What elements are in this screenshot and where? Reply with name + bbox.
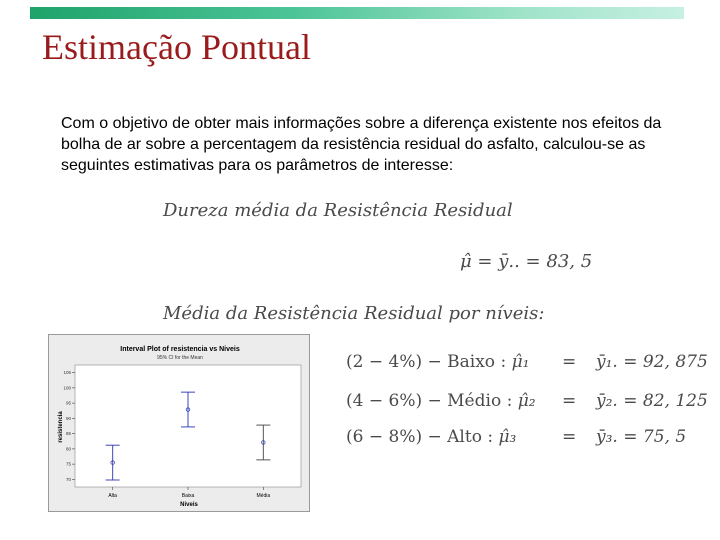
intro-paragraph: Com o objetivo de obter mais informações sobre a diferença existente nos efeitos da bolha de ar sobre a percentagem da resistência residual do asfalto, calculou-se as seguintes estimativas para os parâmetros de interesse:	[61, 115, 662, 174]
y-tick-label: 70	[65, 476, 71, 482]
x-axis-label: Niveis	[180, 502, 198, 508]
overall-mean-equation: μ̂ = ȳ.. = 83, 5	[460, 251, 593, 272]
chart-subtitle: 95% CI for the Mean	[157, 355, 203, 361]
level-equation-row	[346, 427, 716, 455]
y-tick-label: 95	[65, 400, 71, 406]
level-equation-row	[346, 352, 716, 380]
x-tick-label: Alta	[108, 493, 117, 499]
slide-title: Estimação Pontual	[42, 27, 311, 67]
level-means-heading: Média da Resistência Residual por níveis:	[163, 303, 545, 324]
title-accent-bar	[30, 7, 684, 19]
equals-sign: =	[562, 352, 577, 372]
level-mean-value: ȳ₁. = 92, 875	[596, 352, 708, 372]
level-mean-value: ȳ₃. = 75, 5	[596, 427, 687, 447]
y-tick-label: 75	[65, 461, 71, 467]
general-mean-heading: Dureza média da Resistência Residual	[163, 200, 513, 221]
y-tick-label: 100	[63, 385, 71, 391]
equals-sign: =	[562, 391, 577, 411]
level-mean-value: ȳ₂. = 82, 125	[596, 391, 708, 411]
level-range: (2 − 4%) − Baixo : μ̂₁	[346, 352, 530, 372]
interval-plot-svg	[49, 335, 311, 513]
x-tick-label: Média	[256, 493, 271, 499]
x-tick-label: Baixa	[181, 493, 195, 499]
y-tick-label: 80	[65, 446, 71, 452]
y-tick-label: 105	[63, 370, 71, 376]
level-range: (4 − 6%) − Médio : μ̂₂	[346, 391, 536, 411]
y-tick-label: 85	[65, 431, 71, 437]
chart-title: Interval Plot of resistencia vs Niveis	[120, 346, 240, 353]
level-equation-row	[346, 391, 716, 419]
interval-plot	[48, 334, 310, 512]
y-tick-label: 90	[65, 415, 71, 421]
level-range: (6 − 8%) − Alto : μ̂₃	[346, 427, 517, 447]
y-axis-label: resistencia	[58, 411, 64, 443]
equals-sign: =	[562, 427, 577, 447]
